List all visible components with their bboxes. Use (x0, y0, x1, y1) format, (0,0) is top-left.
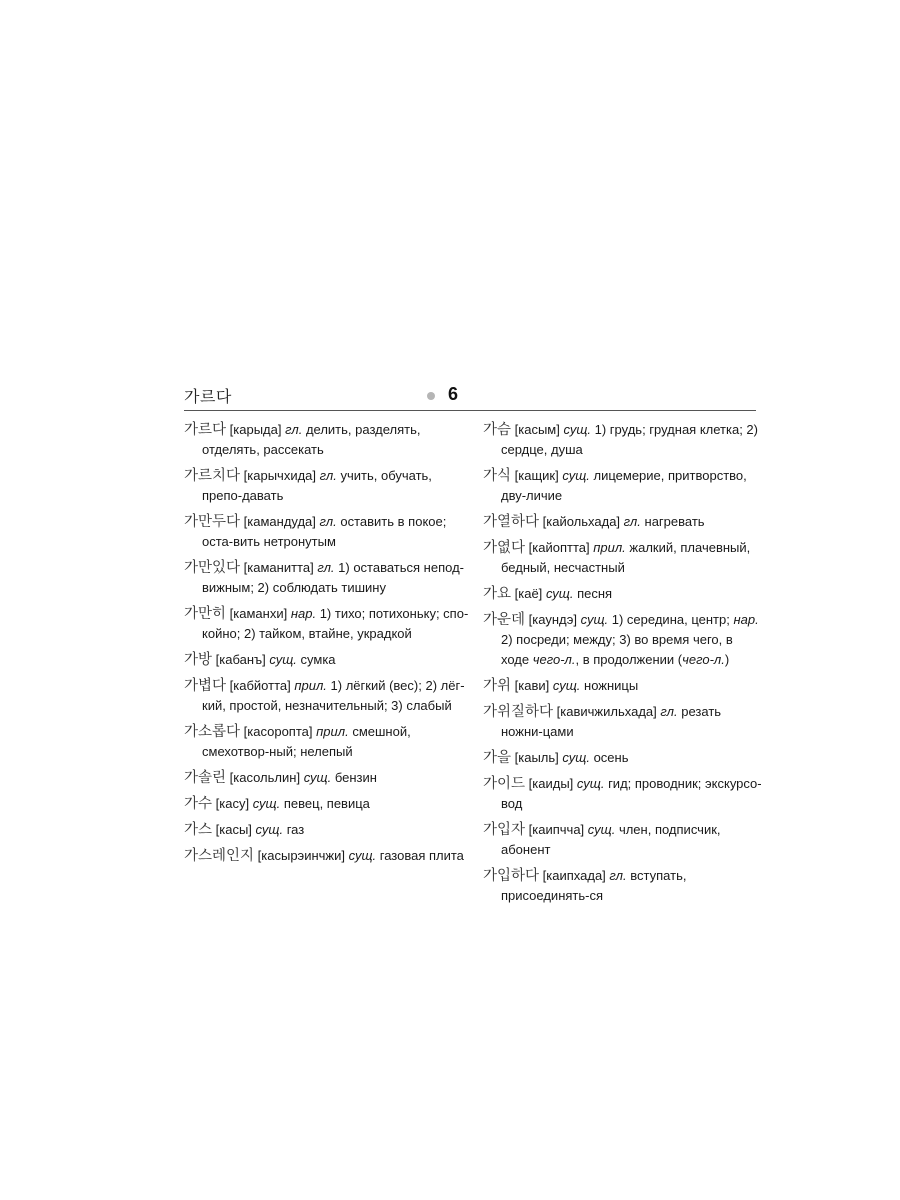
entry-definition-3: , в продолжении ( (575, 652, 683, 667)
running-headword: 가르다 (184, 387, 232, 406)
dictionary-entry (184, 846, 474, 866)
entry-part-of-speech: гл. (317, 560, 335, 575)
entry-word: 가소롭다 (184, 724, 241, 740)
entry-pronunciation: [каыль] (514, 750, 559, 765)
entry-definition: резать ножни-цами (501, 704, 722, 739)
entry-part-of-speech: гл. (319, 514, 337, 529)
entry-word: 가을 (483, 750, 512, 766)
entry-part-of-speech: сущ. (348, 848, 377, 863)
dictionary-entry (483, 610, 763, 670)
header-dot-icon (427, 392, 435, 400)
entry-word: 가열하다 (483, 514, 540, 530)
entry-part-of-speech: гл. (285, 422, 303, 437)
dictionary-entry (483, 676, 763, 696)
entry-word: 가위 (483, 678, 512, 694)
entry-part-of-speech: сущ. (269, 652, 297, 667)
entry-word: 가위질하다 (483, 704, 554, 720)
dictionary-entry (483, 584, 763, 604)
entry-part-of-speech: сущ. (303, 770, 332, 785)
entry-part-of-speech: прил. (593, 540, 626, 555)
entry-part-of-speech: сущ. (562, 468, 590, 483)
entry-word: 가요 (483, 586, 512, 602)
entry-definition-4: ) (724, 652, 730, 667)
entry-part-of-speech: сущ. (563, 422, 592, 437)
entry-pronunciation: [касым] (514, 422, 560, 437)
dictionary-entry (184, 820, 474, 840)
entry-definition: вступать, присоединять-ся (501, 868, 687, 903)
dictionary-entry (483, 774, 763, 814)
entry-part-of-speech: сущ. (552, 678, 581, 693)
entry-part-of-speech: гл. (623, 514, 641, 529)
entry-definition: смешной, смехотвор-ный; нелепый (202, 724, 411, 759)
entry-word: 가만있다 (184, 560, 241, 576)
entry-part-of-speech-2: нар. (733, 612, 759, 627)
dictionary-entry (184, 794, 474, 814)
entry-word: 가입자 (483, 822, 526, 838)
dictionary-entry (483, 538, 763, 578)
entry-pronunciation: [кащик] (514, 468, 559, 483)
entry-definition: лицемерие, притворство, дву-личие (501, 468, 747, 503)
dictionary-entry (184, 768, 474, 788)
entry-word: 가식 (483, 468, 512, 484)
entry-part-of-speech: прил. (294, 678, 327, 693)
dictionary-entry (184, 466, 474, 506)
entry-pronunciation: [каё] (514, 586, 543, 601)
entry-definition: газ (286, 822, 305, 837)
entry-pronunciation: [каипчча] (528, 822, 585, 837)
entry-definition: 1) оставаться непод-вижным; 2) соблюдать тишину (202, 560, 464, 595)
dictionary-entry (483, 512, 763, 532)
entry-word: 가만히 (184, 606, 227, 622)
entry-definition: 1) середина, центр; (611, 612, 730, 627)
entry-word: 가수 (184, 796, 213, 812)
entry-pronunciation: [кайоптта] (528, 540, 590, 555)
entry-part-of-speech: сущ. (255, 822, 284, 837)
entry-word: 가이드 (483, 776, 526, 792)
dictionary-entry (483, 420, 763, 460)
entry-part-of-speech: сущ. (252, 796, 281, 811)
dictionary-entry (483, 702, 763, 742)
entry-definition: газовая плита (379, 848, 464, 863)
entry-definition: 1) лёгкий (вес); 2) лёг-кий, простой, незначительный; 3) слабый (202, 678, 465, 713)
dictionary-entry (184, 558, 474, 598)
entry-word: 가르치다 (184, 468, 241, 484)
entry-word: 가볍다 (184, 678, 227, 694)
entry-definition: делить, разделять, отделять, рассекать (202, 422, 421, 457)
entry-pronunciation: [каипхада] (542, 868, 606, 883)
entry-definition: 1) грудь; грудная клетка; 2) сердце, душа (501, 422, 758, 457)
entry-pronunciation: [касольлин] (229, 770, 301, 785)
entry-word: 가엾다 (483, 540, 526, 556)
entry-pronunciation: [кабйотта] (229, 678, 291, 693)
entry-definition: оставить в покое; оста-вить нетронутым (202, 514, 447, 549)
entry-definition: жалкий, плачевный, бедный, несчастный (501, 540, 751, 575)
entry-pronunciation: [каундэ] (528, 612, 577, 627)
entry-definition: нагревать (644, 514, 705, 529)
dictionary-entry (184, 676, 474, 716)
entry-pronunciation: [карычхида] (243, 468, 317, 483)
entry-word: 가방 (184, 652, 213, 668)
page-header (184, 384, 756, 411)
entry-word: 가스 (184, 822, 213, 838)
entry-definition: певец, певица (283, 796, 370, 811)
entry-part-of-speech: прил. (316, 724, 349, 739)
entry-pronunciation: [касырэинчжи] (257, 848, 345, 863)
entry-pronunciation: [касу] (215, 796, 250, 811)
entry-part-of-speech: сущ. (576, 776, 605, 791)
entry-pronunciation: [каманхи] (229, 606, 288, 621)
entry-italic-note: чего-л. (532, 652, 576, 667)
entry-definition: учить, обучать, препо-давать (202, 468, 432, 503)
right-column (483, 420, 763, 912)
entry-part-of-speech: гл. (319, 468, 337, 483)
entry-word: 가입하다 (483, 868, 540, 884)
dictionary-entry (184, 420, 474, 460)
entry-pronunciation: [каиды] (528, 776, 574, 791)
entry-pronunciation: [карыда] (229, 422, 282, 437)
dictionary-entry (483, 820, 763, 860)
entry-definition: гид; проводник; экскурсо-вод (501, 776, 762, 811)
entry-word: 가스레인지 (184, 848, 255, 864)
dictionary-entry (184, 722, 474, 762)
dictionary-entry (483, 866, 763, 906)
entry-pronunciation: [касоропта] (243, 724, 313, 739)
entry-word: 가운데 (483, 612, 526, 628)
entry-definition: песня (577, 586, 613, 601)
entry-definition: 1) тихо; потихоньку; спо-койно; 2) тайком, втайне, украдкой (202, 606, 469, 641)
entry-part-of-speech: сущ. (580, 612, 609, 627)
entry-pronunciation: [кавичжильхада] (556, 704, 657, 719)
page-number: 6 (448, 384, 459, 404)
dictionary-entry (184, 512, 474, 552)
entry-definition-2: 2) посреди; между; 3) во время чего, в ходе (501, 632, 733, 667)
entry-part-of-speech: сущ. (545, 586, 574, 601)
entry-pronunciation: [каманитта] (243, 560, 314, 575)
entry-part-of-speech: сущ. (587, 822, 616, 837)
entry-word: 가르다 (184, 422, 227, 438)
entry-word: 가만두다 (184, 514, 241, 530)
dictionary-entry (184, 650, 474, 670)
entry-definition: бензин (334, 770, 377, 785)
entry-definition: член, подписчик, абонент (501, 822, 721, 857)
entry-pronunciation: [кабанъ] (215, 652, 266, 667)
entry-word: 가솔린 (184, 770, 227, 786)
entry-definition: ножницы (584, 678, 639, 693)
entry-word: 가슴 (483, 422, 512, 438)
dictionary-entry (483, 466, 763, 506)
entry-definition: сумка (300, 652, 336, 667)
entry-part-of-speech: гл. (660, 704, 678, 719)
entry-part-of-speech: нар. (290, 606, 317, 621)
entry-pronunciation: [камандуда] (243, 514, 316, 529)
entry-definition: осень (593, 750, 629, 765)
entry-pronunciation: [кайольхада] (542, 514, 621, 529)
entry-part-of-speech: сущ. (562, 750, 590, 765)
left-column (184, 420, 474, 872)
entry-pronunciation: [кави] (514, 678, 550, 693)
entry-italic-note-2: чего-л. (682, 652, 725, 667)
dictionary-entry (483, 748, 763, 768)
dictionary-entry (184, 604, 474, 644)
entry-part-of-speech: гл. (609, 868, 627, 883)
entry-pronunciation: [касы] (215, 822, 252, 837)
